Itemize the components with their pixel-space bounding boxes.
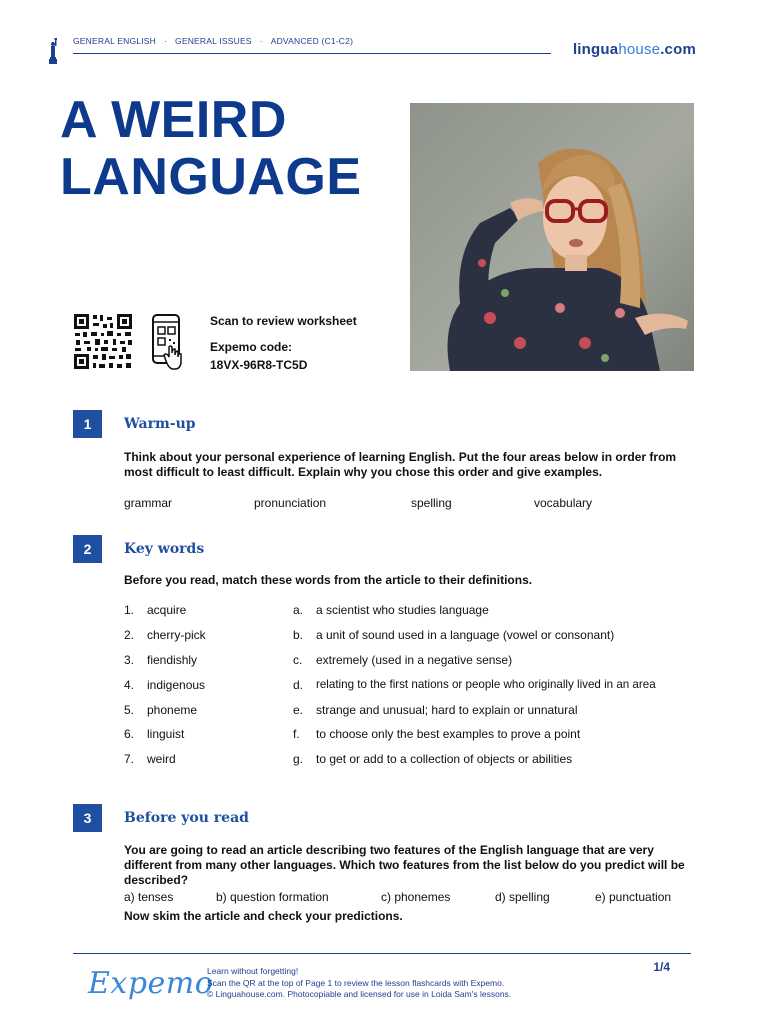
phone-scan-icon bbox=[150, 313, 190, 371]
word-number: 7. bbox=[124, 752, 135, 766]
woman-thinking-image bbox=[410, 103, 694, 371]
expemo-logo[interactable]: Expemo bbox=[88, 966, 214, 1001]
scan-info bbox=[210, 312, 357, 374]
before-you-read-instructions: You are going to read an article describing two features of the English language that are very different from many other languages. Which two features from the list below do you predict will be described? bbox=[124, 843, 685, 887]
word-item: cherry-pick bbox=[147, 628, 206, 642]
footer-text bbox=[207, 966, 511, 1001]
expemo-code-label: Expemo code: bbox=[210, 340, 293, 354]
definition-item: relating to the first nations or people who originally lived in an area bbox=[316, 678, 656, 691]
worksheet-photo bbox=[410, 103, 694, 371]
section-number: 1 bbox=[73, 410, 102, 438]
key-words-instructions: Before you read, match these words from the article to their definitions. bbox=[124, 573, 533, 587]
breadcrumb-item[interactable]: GENERAL ISSUES bbox=[175, 36, 252, 46]
prediction-option: e) punctuation bbox=[595, 890, 672, 904]
skim-instruction: Now skim the article and check your predictions. bbox=[124, 909, 403, 923]
word-item: indigenous bbox=[147, 678, 206, 692]
word-item: phoneme bbox=[147, 703, 198, 717]
word-item: weird bbox=[147, 752, 176, 766]
footer-instructions: Scan the QR at the top of Page 1 to review the lesson flashcards with Expemo. bbox=[207, 977, 505, 988]
word-item: acquire bbox=[147, 603, 187, 617]
definition-letter: a. bbox=[293, 603, 304, 617]
word-number: 1. bbox=[124, 603, 135, 617]
section-number: 2 bbox=[73, 535, 102, 563]
prediction-option: c) phonemes bbox=[381, 890, 451, 904]
breadcrumb: GENERAL ENGLISH · GENERAL ISSUES · ADVANCED (C1-C2) bbox=[73, 36, 354, 46]
title-line: A WEIRD bbox=[60, 91, 287, 149]
title-line: LANGUAGE bbox=[60, 148, 362, 206]
footer-tagline: Learn without forgetting! bbox=[207, 966, 299, 976]
breadcrumb-item[interactable]: ADVANCED (C1-C2) bbox=[270, 36, 354, 46]
header-divider bbox=[73, 53, 551, 54]
prediction-option: b) question formation bbox=[216, 890, 329, 904]
statue-of-liberty-icon bbox=[46, 38, 60, 64]
definition-item: strange and unusual; hard to explain or unnatural bbox=[316, 703, 578, 717]
area-item: spelling bbox=[411, 496, 452, 510]
definition-item: a unit of sound used in a language (vowel or consonant) bbox=[316, 628, 615, 642]
word-number: 3. bbox=[124, 653, 135, 667]
scan-label: Scan to review worksheet bbox=[210, 314, 357, 328]
section-title-key-words: Key words bbox=[124, 541, 205, 557]
definition-item: extremely (used in a negative sense) bbox=[316, 653, 513, 667]
word-number: 2. bbox=[124, 628, 135, 642]
footer-copyright: © Linguahouse.com. Photocopiable and licensed for use in Loida Sam's lessons. bbox=[207, 989, 512, 999]
expemo-code: 18VX-96R8-TC5D bbox=[210, 358, 308, 372]
page-header bbox=[46, 34, 696, 64]
prediction-option: a) tenses bbox=[124, 890, 174, 904]
word-number: 6. bbox=[124, 727, 135, 741]
section-number: 3 bbox=[73, 804, 102, 832]
definition-letter: f. bbox=[293, 727, 300, 741]
word-item: fiendishly bbox=[147, 653, 198, 667]
page-number: 1/4 bbox=[653, 960, 670, 974]
area-item: pronunciation bbox=[254, 496, 327, 510]
qr-code-icon[interactable] bbox=[73, 313, 133, 370]
definition-item: to get or add to a collection of objects or abilities bbox=[316, 752, 573, 766]
definition-letter: d. bbox=[293, 678, 304, 692]
definition-item: a scientist who studies language bbox=[316, 603, 489, 617]
footer-divider bbox=[73, 953, 691, 954]
warm-up-instructions: Think about your personal experience of learning English. Put the four areas below in order from most difficult to least difficult. Explain why you chose this order and give examples. bbox=[124, 450, 677, 479]
section-title-warm-up: Warm-up bbox=[124, 416, 196, 432]
prediction-option: d) spelling bbox=[495, 890, 550, 904]
definition-letter: c. bbox=[293, 653, 303, 667]
area-item: vocabulary bbox=[534, 496, 593, 510]
page-title bbox=[60, 92, 400, 206]
definition-letter: g. bbox=[293, 752, 304, 766]
area-item: grammar bbox=[124, 496, 173, 510]
word-number: 5. bbox=[124, 703, 135, 717]
word-item: linguist bbox=[147, 727, 185, 741]
definition-letter: e. bbox=[293, 703, 304, 717]
word-number: 4. bbox=[124, 678, 135, 692]
definition-letter: b. bbox=[293, 628, 304, 642]
breadcrumb-item[interactable]: GENERAL ENGLISH bbox=[73, 36, 156, 46]
definition-item: to choose only the best examples to prove a point bbox=[316, 727, 581, 741]
section-title-before-you-read: Before you read bbox=[124, 810, 249, 826]
linguahouse-logo[interactable]: linguahouse.com bbox=[572, 41, 696, 58]
